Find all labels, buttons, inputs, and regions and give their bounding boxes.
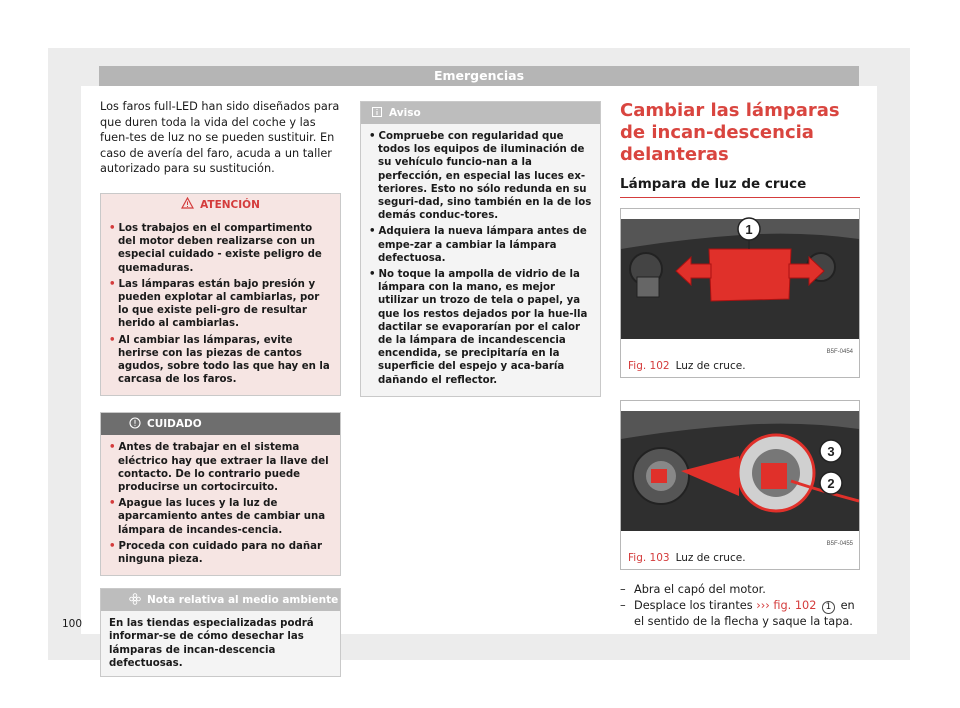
page-number: 100 [62,618,83,630]
medio-ambiente-text: En las tiendas especializadas podrá informar-se de cómo desechar las lámparas de incan-descencia defectuosas. [109,618,314,669]
figure-link[interactable]: fig. 102 [773,598,817,612]
list-item: • Compruebe con regularidad que todos los equipos de iluminación de su vehículo funcio-nan a la perfección, en especial las luces ex-teriores. Esto no sólo redunda en su seguri-dad, sino también en la de los demás conduc-tores. [369,131,592,222]
atencion-body [101,216,340,395]
column-left [100,95,341,677]
aviso-box [360,101,601,397]
list-item: • Proceda con cuidado para no dañar ninguna pieza. [109,540,323,566]
section-header: Emergencias [99,66,859,86]
arrow-glyph: ››› [756,598,770,612]
callout-1: 1 [745,222,753,237]
note-icon [371,106,383,121]
list-item: • Los trabajos en el compartimento del motor deben realizarse con un especial cuidado - existe peligro de quemaduras. [109,222,322,274]
figure-caption [621,357,859,377]
cuidado-header [101,413,340,435]
list-item: • Al cambiar las lámparas, evite herirse con las piezas de cantos agudos, sobre todo las que hay en la carcasa de los faros. [109,334,330,386]
atencion-title: ATENCIÓN [200,198,260,211]
callout-3: 3 [827,444,835,459]
warning-triangle-icon [181,197,194,212]
callout-marker: 1 [822,601,835,614]
cuidado-title: CUIDADO [147,418,202,431]
step-text: Abra el capó del motor. [634,583,766,596]
medio-ambiente-title: Nota relativa al medio ambiente [147,594,339,607]
aviso-body [361,124,600,396]
list-item: • Las lámparas están bajo presión y pueden explotar al cambiarlas, por lo que existe peli-gro de resultar herido al cambiarlas. [109,278,320,330]
info-circle-icon [129,417,141,432]
figure-103 [620,400,860,570]
section-subtitle: Lámpara de luz de cruce [620,176,860,198]
figure-number: Fig. 103 [628,552,670,564]
column-middle [360,95,601,397]
callout-2: 2 [827,476,835,491]
headlight-illustration-2 [621,401,859,549]
step-list [620,582,860,629]
aviso-title: Aviso [389,107,421,119]
list-item: • No toque la ampolla de vidrio de la lámpara con la mano, es mejor utilizar un trozo de tela o papel, ya que los restos dejados por la hue-lla dactilar se evaporarían por el calor de la lámpara de incandescencia encendida, se precipitaría en la superficie del espejo y aca-baría dañando el reflector. [369,269,588,386]
list-item: • Adquiera la nueva lámpara antes de empe-zar a cambiar la lámpara defectuosa. [369,226,587,264]
figure-code: B5F-0455 [826,541,853,547]
step-text: Desplace los tirantes [634,598,753,612]
section-title: Cambiar las lámparas de incan-descencia delanteras [620,100,840,165]
medio-ambiente-header [101,589,340,611]
aviso-header [361,102,600,124]
medio-ambiente-body [101,611,340,676]
step-text: en el sentido de la flecha y saque la tapa. [634,598,855,628]
intro-paragraph: Los faros full-LED han sido diseñados para que duren toda la vida del coche y las fuen-tes de luz no se pueden sustituir. En caso de avería del faro, acuda a un taller autorizado para su sustitución. [100,100,340,176]
caption-text: Luz de cruce. [675,360,746,372]
cuidado-box [100,412,341,576]
caption-text: Luz de cruce. [675,552,746,564]
headlight-illustration-1 [621,209,859,357]
step-item: – Abra el capó del motor. [620,583,766,596]
figure-102 [620,208,860,378]
step-item: – Desplace los tirantes ››› fig. 102 1 en el sentido de la flecha y saque la tapa. [620,598,855,628]
atencion-box [100,193,341,396]
environment-flower-icon [129,593,141,608]
list-item: • Antes de trabajar en el sistema eléctrico hay que extraer la llave del contacto. De lo contrario puede producirse un cortocircuito. [109,442,329,494]
column-right [620,95,860,629]
atencion-header [101,194,340,216]
cuidado-body [101,435,340,575]
medio-ambiente-box [100,588,341,677]
figure-caption [621,549,859,569]
figure-number: Fig. 102 [628,360,670,372]
figure-code: B5F-0454 [826,349,853,355]
list-item: • Apague las luces y la luz de aparcamiento antes de cambiar una lámpara de incandes-cencia. [109,498,326,536]
